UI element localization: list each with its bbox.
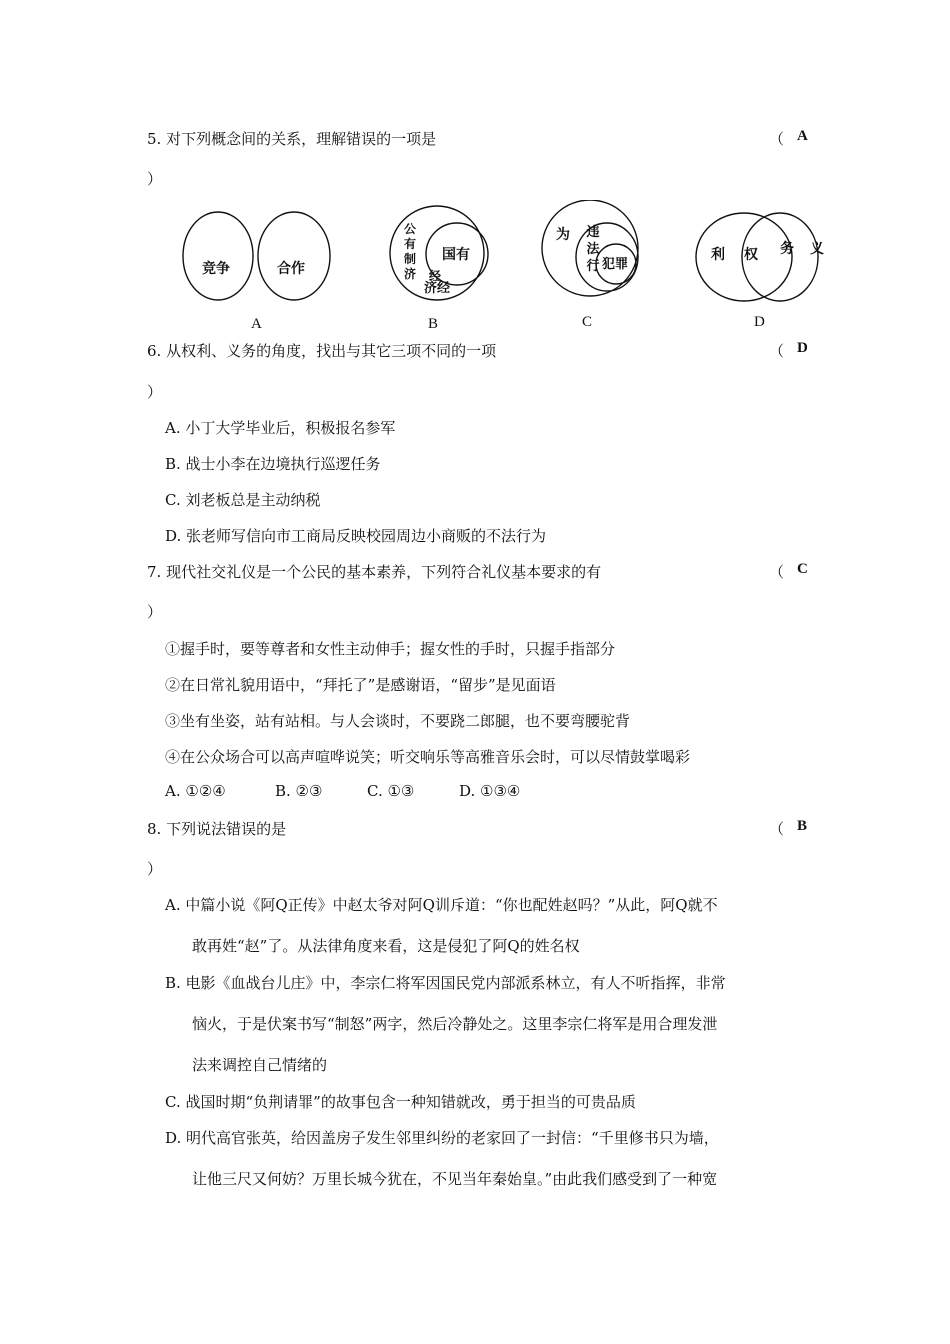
q8-paren-close: ） bbox=[147, 860, 163, 878]
diagram-c-label: C bbox=[582, 314, 593, 330]
q7-item-4: ④在公众场合可以高声喧哗说笑；听交响乐等高雅音乐会时，可以尽情鼓掌喝彩 bbox=[165, 748, 691, 766]
q7-paren-close: ） bbox=[147, 603, 163, 621]
q7-paren-open: （ bbox=[769, 563, 785, 581]
q7-choice-c: C. ①③ bbox=[367, 782, 415, 800]
diagram-a-competition: 竞争 bbox=[202, 261, 230, 277]
diagram-c-behavior: 为 bbox=[556, 227, 570, 243]
diagram-b-state-owned: 国有 bbox=[442, 247, 470, 263]
diagram-b-label: B bbox=[428, 316, 439, 332]
q8-answer: B bbox=[797, 818, 808, 834]
q6-paren-close: ） bbox=[147, 383, 163, 401]
q8-line-b3: 法来调控自己情绪的 bbox=[192, 1056, 328, 1074]
q7-item-3: ③坐有坐姿，站有站相。与人会谈时，不要跷二郎腿，也不要弯腰驼背 bbox=[165, 712, 631, 730]
diagram-a-circle-right bbox=[258, 212, 330, 300]
q8-stem: 8. 下列说法错误的是 bbox=[147, 820, 287, 838]
q8-line-d1: D. 明代高官张英，给因盖房子发生邻里纠纷的老家回了一封信：“千里修书只为墙， bbox=[165, 1129, 719, 1147]
diagram-d-yi: 义 bbox=[810, 241, 824, 257]
diagram-c-crime: 犯罪 bbox=[602, 257, 629, 272]
q6-option-c: C. 刘老板总是主动纳税 bbox=[165, 491, 321, 509]
q7-stem: 7. 现代社交礼仪是一个公民的基本素养，下列符合礼仪基本要求的有 bbox=[147, 563, 602, 581]
diagram-c-illegal: 违法行 bbox=[586, 225, 600, 274]
q7-choice-a: A. ①②④ bbox=[165, 782, 226, 800]
q6-paren-open: （ bbox=[769, 342, 785, 360]
diagram-d-wu: 务 bbox=[780, 241, 794, 257]
diagram-d-quan: 权 bbox=[744, 247, 758, 263]
q8-line-d2: 让他三尺又何妨？万里长城今犹在，不见当年秦始皇。”由此我们感受到了一种宽 bbox=[192, 1170, 718, 1188]
q6-stem: 6. 从权利、义务的角度，找出与其它三项不同的一项 bbox=[147, 342, 497, 360]
venn-circles bbox=[170, 200, 850, 340]
q8-line-a2: 敢再姓“赵”了。从法律角度来看，这是侵犯了阿Q的姓名权 bbox=[192, 937, 580, 955]
diagram-a-cooperation: 合作 bbox=[277, 261, 305, 277]
q8-line-a1: A. 中篇小说《阿Q正传》中赵太爷对阿Q训斥道：“你也配姓赵吗？”从此，阿Q就不 bbox=[165, 896, 718, 914]
q6-option-d: D. 张老师写信向市工商局反映校园周边小商贩的不法行为 bbox=[165, 527, 547, 545]
q7-answer: C bbox=[797, 561, 808, 577]
q7-item-2: ②在日常礼貌用语中，“拜托了”是感谢语，“留步”是见面语 bbox=[165, 676, 556, 694]
q8-line-b1: B. 电影《血战台儿庄》中，李宗仁将军因国民党内部派系林立，有人不听指挥，非常 bbox=[165, 974, 726, 992]
q7-choice-b: B. ②③ bbox=[275, 782, 323, 800]
q7-item-1: ①握手时，要等尊者和女性主动伸手；握女性的手时，只握手指部分 bbox=[165, 640, 616, 658]
q6-option-a: A. 小丁大学毕业后，积极报名参军 bbox=[165, 419, 396, 437]
diagram-b-economy: 济经 bbox=[424, 281, 451, 296]
diagram-b-public-economy: 公有制济 bbox=[403, 222, 416, 281]
diagram-a-circle-left bbox=[183, 212, 253, 300]
diagram-d-label: D bbox=[754, 314, 765, 330]
diagram-b-economy-char: 经 bbox=[429, 269, 442, 283]
q5-answer: A bbox=[797, 128, 808, 144]
q5-paren-close: ） bbox=[147, 170, 163, 188]
q8-line-c: C. 战国时期“负荆请罪”的故事包含一种知错就改，勇于担当的可贵品质 bbox=[165, 1093, 636, 1111]
q6-answer: D bbox=[797, 340, 808, 356]
diagram-a-label: A bbox=[251, 316, 262, 332]
q8-paren-open: （ bbox=[769, 820, 785, 838]
q5-paren-open: （ bbox=[769, 130, 785, 148]
q5-venn-diagrams bbox=[170, 200, 850, 340]
q6-option-b: B. 战士小李在边境执行巡逻任务 bbox=[165, 455, 381, 473]
q5-stem: 5. 对下列概念间的关系，理解错误的一项是 bbox=[147, 130, 437, 148]
q8-line-b2: 恼火，于是伏案书写“制怒”两字，然后冷静处之。这里李宗仁将军是用合理发泄 bbox=[192, 1015, 718, 1033]
diagram-d-li: 利 bbox=[711, 247, 725, 263]
q7-choice-d: D. ①③④ bbox=[459, 782, 521, 800]
